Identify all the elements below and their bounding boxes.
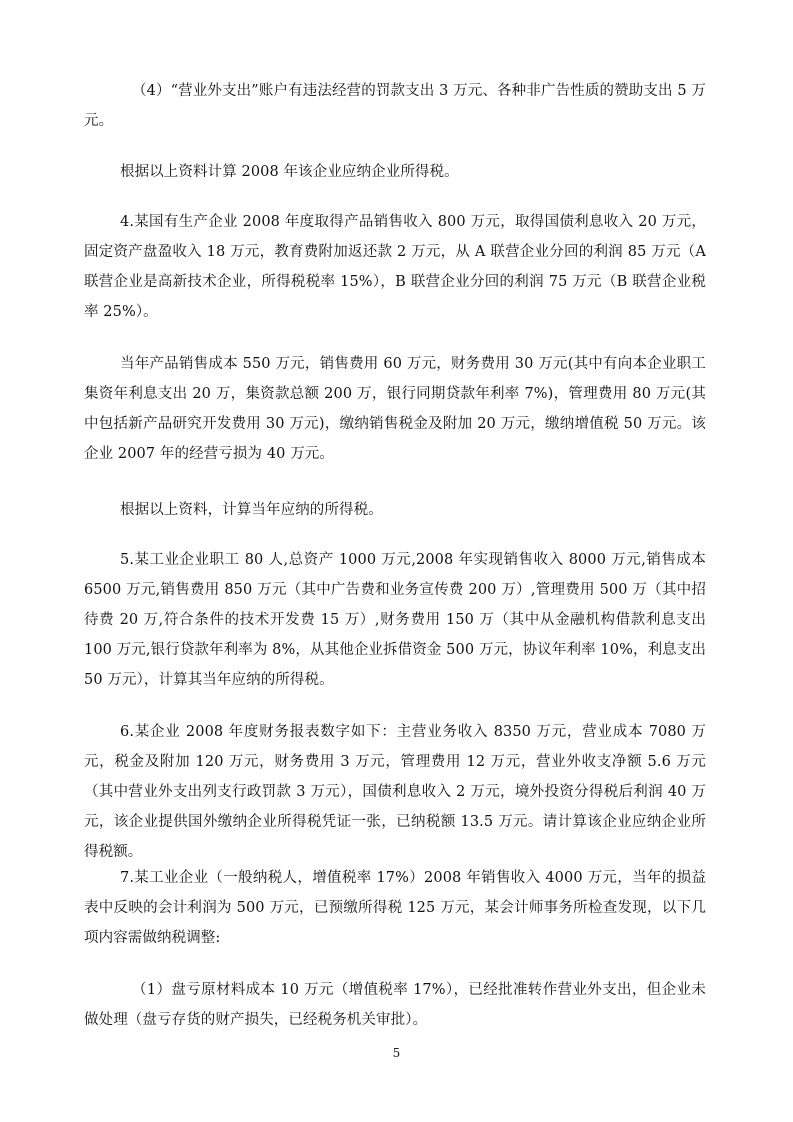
paragraph-problem-6: 6.某企业 2008 年度财务报表数字如下：主营业务收入 8350 万元，营业成本 7080 万元，税金及附加 120 万元，财务费用 3 万元，管理费用 12 万元，营业外收支净额 5.6 万元（其中营业外支出列支行政罚款 3 万元），国债利息收入 2 万元，境外投资分得税后利润 40 万元，该企业提供国外缴纳企业所得税凭证一张，已纳税额 13.5 万元。请计算该企业应纳企业所得税额。	[84, 724, 706, 860]
paragraph-problem-7: 7.某工业企业（一般纳税人，增值税率 17%）2008 年销售收入 4000 万元，当年的损益表中反映的会计利润为 500 万元，已预缴所得税 125 万元，某会计师事务所检查发现，以下几项内容需做纳税调整:	[84, 870, 706, 946]
paragraph-problem-4-costs: 当年产品销售成本 550 万元，销售费用 60 万元，财务费用 30 万元(其中有向本企业职工集资年利息支出 20 万，集资款总额 200 万，银行同期贷款年利率 7%)，管理费用 80 万元(其中包括新产品研究开发费用 30 万元)，缴纳销售税金及附加 20 万元，缴纳增值税 50 万元。该企业 2007 年的经营亏损为 40 万元。	[84, 356, 706, 462]
paragraph-problem-4-question: 根据以上资料，计算当年应纳的所得税。	[120, 502, 383, 518]
paragraph-problem-5: 5.某工业企业职工 80 人,总资产 1000 万元,2008 年实现销售收入 8000 万元,销售成本 6500 万元,销售费用 850 万元（其中广告费和业务宣传费 200 万）,管理费用 500 万（其中招待费 20 万,符合条件的技术开发费 15 万）,财务费用 150 万（其中从金融机构借款利息支出 100 万元,银行贷款年利率为 8%，从其他企业拆借资金 500 万元，协议年利率 10%，利息支出 50 万元），计算其当年应纳的所得税。	[84, 552, 706, 688]
paragraph-item-4-expense: （4）“营业外支出”账户有违法经营的罚款支出 3 万元、各种非广告性质的赞助支出 5 万元。	[84, 83, 706, 129]
page-number: 5	[392, 1046, 401, 1060]
paragraph-problem-4: 4.某国有生产企业 2008 年度取得产品销售收入 800 万元，取得国债利息收入 20 万元，固定资产盘盈收入 18 万元，教育费附加返还款 2 万元，从 A 联营企业分回的利润 85 万元（A 联营企业是高新技术企业，所得税税率 15%），B 联营企业分回的利润 75 万元（B 联营企业税率 25%）。	[84, 214, 706, 320]
paragraph-problem-7-item-1: （1）盘亏原材料成本 10 万元（增值税率 17%），已经批准转作营业外支出，但企业未做处理（盘亏存货的财产损失，已经税务机关审批）。	[84, 982, 706, 1028]
paragraph-calc-2008-tax: 根据以上资料计算 2008 年该企业应纳企业所得税。	[120, 164, 459, 180]
